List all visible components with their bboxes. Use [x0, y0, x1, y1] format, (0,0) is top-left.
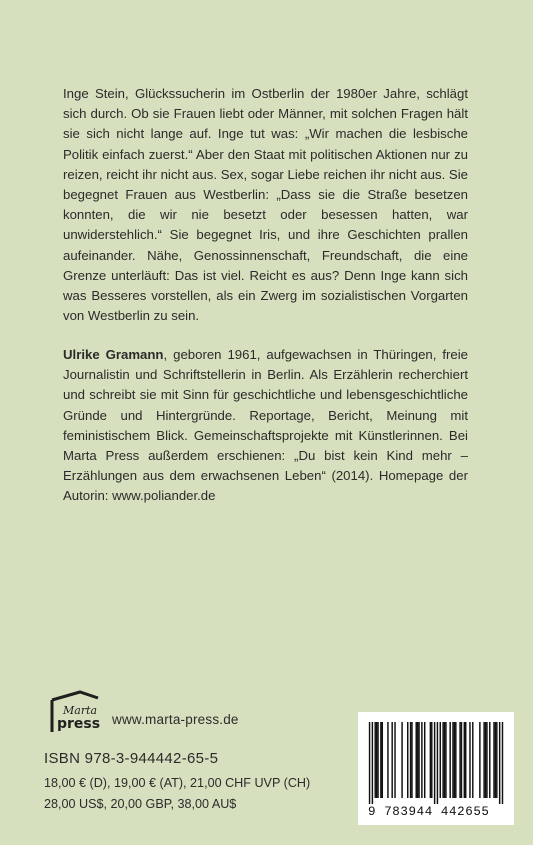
isbn: ISBN 978-3-944442-65-5	[44, 750, 219, 767]
barcode-bar	[431, 722, 432, 798]
barcode-bar	[394, 722, 395, 798]
barcode-bar	[437, 722, 438, 804]
barcode-bar	[374, 722, 375, 798]
price-line-2: 28,00 US$, 20,00 GBP, 38,00 AU$	[44, 797, 237, 811]
barcode-bar	[472, 722, 473, 798]
barcode-panel	[358, 712, 514, 825]
barcode-bar	[372, 722, 373, 804]
barcode-bar	[502, 722, 503, 804]
barcode-bar	[410, 722, 411, 798]
barcode-bar	[417, 722, 418, 798]
marta-press-logo-graphic	[50, 690, 100, 734]
author-name: Ulrike Gramann	[63, 347, 164, 362]
barcode-bar	[382, 722, 383, 798]
publisher-website[interactable]: www.marta-press.de	[112, 712, 239, 727]
barcode-bar	[391, 722, 392, 798]
author-bio	[63, 345, 468, 507]
barcode-bar	[495, 722, 496, 798]
logo-word-marta: Marta	[63, 704, 98, 717]
barcode-bar	[444, 722, 445, 798]
barcode-bar	[483, 722, 484, 798]
barcode-bar	[461, 722, 462, 798]
barcode-bar	[418, 722, 419, 798]
barcode-bar	[465, 722, 466, 798]
barcode-bar	[455, 722, 456, 798]
barcode-bar	[387, 722, 388, 798]
barcode-bar	[415, 722, 416, 798]
logo-word-press: press	[57, 716, 100, 732]
barcode-bar	[434, 722, 435, 804]
barcode-bar	[421, 722, 422, 798]
barcode-bar	[499, 722, 500, 804]
barcode-bar	[493, 722, 494, 798]
barcode	[366, 722, 506, 804]
price-line-1: 18,00 € (D), 19,00 € (AT), 21,00 CHF UVP (CH)	[44, 776, 311, 790]
barcode-bar	[411, 722, 412, 798]
barcode-bar	[486, 722, 487, 798]
barcode-bar	[369, 722, 370, 804]
marta-press-logo	[50, 690, 100, 734]
barcode-bar	[479, 722, 480, 798]
barcode-bar	[485, 722, 486, 798]
barcode-bar	[449, 722, 450, 798]
author-bio-text: , geboren 1961, aufgewachsen in Thüringen, freie Journalistin und Schriftstellerin in Berlin. Als Erzählerin recherchiert und schreibt sie mit Sinn für geschichtliche und lebensgeschichtliche Gründe und Hintergründe. Reportage, Bericht, Meinung mit feministischem Blick. Gemeinschaftsprojekte mit Künstlerinnen. Bei Marta Press außerdem erschienen: „Du bist kein Kind mehr – Erzählungen aus dem erwachsenen Leben“ (2014). Homepage der Autorin: www.poliander.de	[63, 347, 468, 504]
barcode-bar	[445, 722, 446, 798]
barcode-bar	[407, 722, 408, 798]
barcode-bar	[469, 722, 470, 798]
barcode-bar	[401, 722, 402, 798]
barcode-bar	[489, 722, 490, 798]
barcode-bar	[454, 722, 455, 798]
barcode-bar	[496, 722, 497, 798]
barcode-bar	[464, 722, 465, 798]
barcode-bar	[380, 722, 381, 798]
barcode-bar	[442, 722, 443, 798]
barcode-bar	[424, 722, 425, 798]
barcode-bar	[459, 722, 460, 798]
back-cover-blurb: Inge Stein, Glückssucherin im Ostberlin der 1980er Jahre, schlägt sich durch. Ob sie Frauen liebt oder Männer, mit solchen Fragen hält sie sich nicht lange auf. Inge tut was: „Wir machen die lesbische Politik einfach zuerst.“ Aber den Staat mit politischen Aktionen nur zu reizen, reicht ihr nicht aus. Sex, sogar Liebe reichen ihr nicht aus. Sie begegnet Frauen aus Westberlin: „Dass sie die Straße besetzen konnten, die wir nie besetzt oder besessen hatten, war unwiderstehlich.“ Sie begegnet Iris, und ihre Geschichten prallen aufeinander. Nähe, Genossinnenschaft, Freundschaft, die eine Grenze unterläuft: Das ist viel. Reicht es aus? Denn Inge kann sich was Besseres vorstellen, als ein Zwerg im sozialistischen Vorgarten von Westberlin zu sein.	[63, 86, 468, 324]
barcode-bar	[440, 722, 441, 798]
barcode-bar	[377, 722, 378, 798]
barcode-bar	[376, 722, 377, 798]
barcode-digits: 9 783944 442655	[368, 805, 490, 819]
barcode-bar	[430, 722, 431, 798]
barcode-bar	[452, 722, 453, 798]
